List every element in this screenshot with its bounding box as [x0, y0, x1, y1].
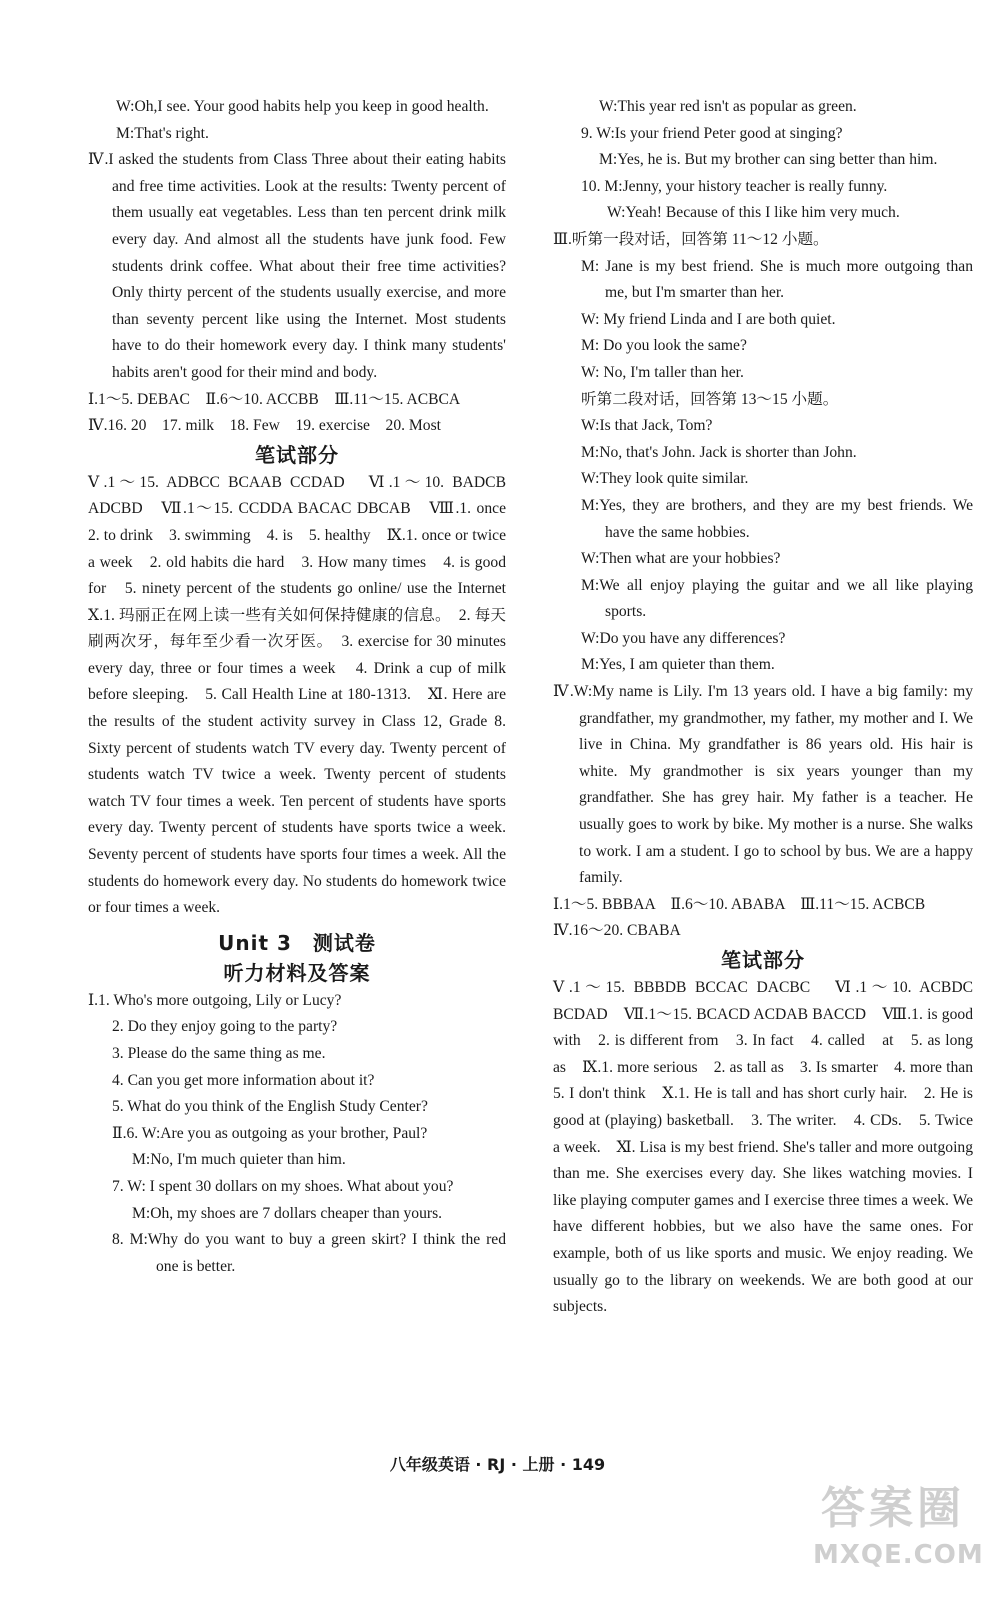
dialogue-line: W:They look quite similar.	[581, 470, 749, 488]
dialogue-line: 7. W: I spent 30 dollars on my shoes. What about you?	[112, 1177, 454, 1195]
section-instruction: 听第二段对话，回答第 13～15 小题。	[581, 390, 839, 408]
dialogue-line: W:Is that Jack, Tom?	[581, 417, 713, 435]
dialogue-line: M:We all enjoy playing the guitar and we all like playing sports.	[581, 576, 973, 621]
listening-passage: Ⅳ.W:My name is Lily. I'm 13 years old. I have a big family: my grandfather, my grandmother, my father, my mother and I. We live in China. My grandfather is 86 years old. His hair is white. My grandmother is six years younger than my grandfather. She has grey hair. My father is a teacher. He usually goes to work by bike. My mother is a nurse. She walks to work. I am a student. I go to school by bus. We are a happy family.	[553, 683, 973, 887]
dialogue-line: W:Oh,I see. Your good habits help you keep in good health.	[116, 98, 489, 115]
dialogue-line: W: My friend Linda and I are both quiet.	[581, 310, 836, 328]
dialogue-line: W:Then what are your hobbies?	[581, 550, 781, 568]
dialogue-line: W: No, I'm taller than her.	[581, 363, 744, 381]
dialogue-line: 9. W:Is your friend Peter good at singing?	[581, 124, 843, 142]
dialogue-line: M:That's right.	[116, 124, 209, 142]
answer-key-line: Ⅳ.16～20. CBABA	[553, 922, 681, 940]
dialogue-line: Ⅱ.6. W:Are you as outgoing as your brother, Paul?	[112, 1124, 428, 1142]
written-answers: Ⅴ.1～15. ADBCC BCAAB CCDAD Ⅵ.1～10. BADCB ADCBD Ⅶ.1～15. CCDDA BACAC DBCAB Ⅷ.1. once 2. to drink 3. swimming 4. is 5. healthy Ⅸ.1. once or twice a week 2. old habits die hard 3. How many times 4. is good for 5. ninety percent of the students go online/ use the Internet Ⅹ.1. 玛丽正在网上读一些有关如何保持健康的信息。 2. 每天刷两次牙，每年至少看一次牙医。 3. exercise for 30 minutes every day, three or four times a week 4. Drink a cup of milk before sleeping. 5. Call Health Line at 180-1313. Ⅺ. Here are the results of the student activity survey in Class 12, Grade 8. Sixty percent of students watch TV every day. Twenty percent of students watch TV twice a week. Twenty percent of students watch TV four times a week. Ten percent of students have sports every day. Twenty percent of students have sports twice a week. Seventy percent of students have sports four times a week. All the students do homework every day. No students do homework twice or four times a week.	[88, 473, 522, 917]
watermark-url: MXQE.COM	[813, 1540, 984, 1570]
answer-key-line: Ⅰ.1～5. BBBAA Ⅱ.6～10. ABABA Ⅲ.11～15. ACBCB	[553, 895, 926, 913]
dialogue-line: M: Jane is my best friend. She is much more outgoing than me, but I'm smarter than her.	[581, 257, 973, 302]
dialogue-line: 10. M:Jenny, your history teacher is really funny.	[581, 177, 888, 195]
dialogue-line: M:Yes, they are brothers, and they are my best friends. We have the same hobbies.	[581, 496, 973, 541]
dialogue-line: M:Yes, he is. But my brother can sing better than him.	[599, 151, 938, 169]
watermark	[813, 1478, 984, 1578]
dialogue-line: M:Oh, my shoes are 7 dollars cheaper than yours.	[132, 1204, 443, 1222]
question-line: 4. Can you get more information about it?	[112, 1071, 375, 1089]
answer-key-line: Ⅳ.16. 20 17. milk 18. Few 19. exercise 20. Most	[88, 417, 441, 435]
dialogue-line: W:Yeah! Because of this I like him very much.	[607, 204, 900, 222]
question-line: 3. Please do the same thing as me.	[112, 1045, 326, 1062]
section-instruction: Ⅲ.听第一段对话，回答第 11～12 小题。	[553, 230, 829, 248]
left-column	[88, 94, 522, 1280]
dialogue-line: M:Yes, I am quieter than them.	[581, 656, 775, 674]
question-line: 2. Do they enjoy going to the party?	[112, 1018, 338, 1036]
dialogue-line: M:No, I'm much quieter than him.	[132, 1151, 346, 1169]
question-line: Ⅰ.1. Who's more outgoing, Lily or Lucy?	[88, 991, 342, 1009]
dialogue-line: W:This year red isn't as popular as green.	[599, 98, 857, 115]
dialogue-line: W:Do you have any differences?	[581, 629, 786, 647]
watermark-logo: 答案圈	[821, 1483, 965, 1534]
question-line: 5. What do you think of the English Study Center?	[112, 1098, 428, 1116]
dialogue-line: 8. M:Why do you want to buy a green skirt? I think the red one is better.	[112, 1231, 506, 1275]
unit-subtitle: 听力材料及答案	[223, 960, 371, 985]
listening-passage: Ⅳ.I asked the students from Class Three about their eating habits and free time activities. Look at the results: Twenty percent of them usually eat vegetables. Less than ten percent drink milk every day. And almost all the students have junk food. Few students drink coffee. What about their free time activities? Only thirty percent of the students usually exercise, and more than seventy percent like using the Internet. Most students have to do their homework every day. I think many students' habits aren't good for their mind and body.	[88, 151, 506, 381]
page-footer: 八年级英语 · RJ · 上册 · 149	[389, 1455, 606, 1474]
dialogue-line: M:No, that's John. Jack is shorter than John.	[581, 443, 857, 461]
written-answers: Ⅴ.1～15. BBBDB BCCAC DACBC Ⅵ.1～10. ACBDC BCDAD Ⅶ.1～15. BCACD ACDAB BACCD Ⅷ.1. is good with 2. is different from 3. In fact 4. called at 5. as long as Ⅸ.1. more serious 2. as tall as 3. Is smarter 4. more than 5. I don't think Ⅹ.1. He is tall and has short curly hair. 2. He is good at (playing) basketball. 3. The writer. 4. CDs. 5. Twice a week. Ⅺ. Lisa is my best friend. She's taller and more outgoing than me. She exercises every day. She likes watching movies. I like playing computer games and I exercise three times a week. We have different hobbies, but we also have the same ones. For example, both of us like sports and music. We enjoy reading. We usually go to the library on weekends. We are both good at our subjects.	[553, 979, 989, 1316]
dialogue-line: M: Do you look the same?	[581, 337, 747, 355]
section-heading-written: 笔试部分	[721, 948, 805, 972]
unit-title: Unit 3 测试卷	[218, 930, 376, 955]
right-column	[553, 94, 989, 1321]
section-heading-written: 笔试部分	[255, 442, 339, 467]
answer-key-line: Ⅰ.1～5. DEBAC Ⅱ.6～10. ACCBB Ⅲ.11～15. ACBCA	[88, 390, 461, 408]
